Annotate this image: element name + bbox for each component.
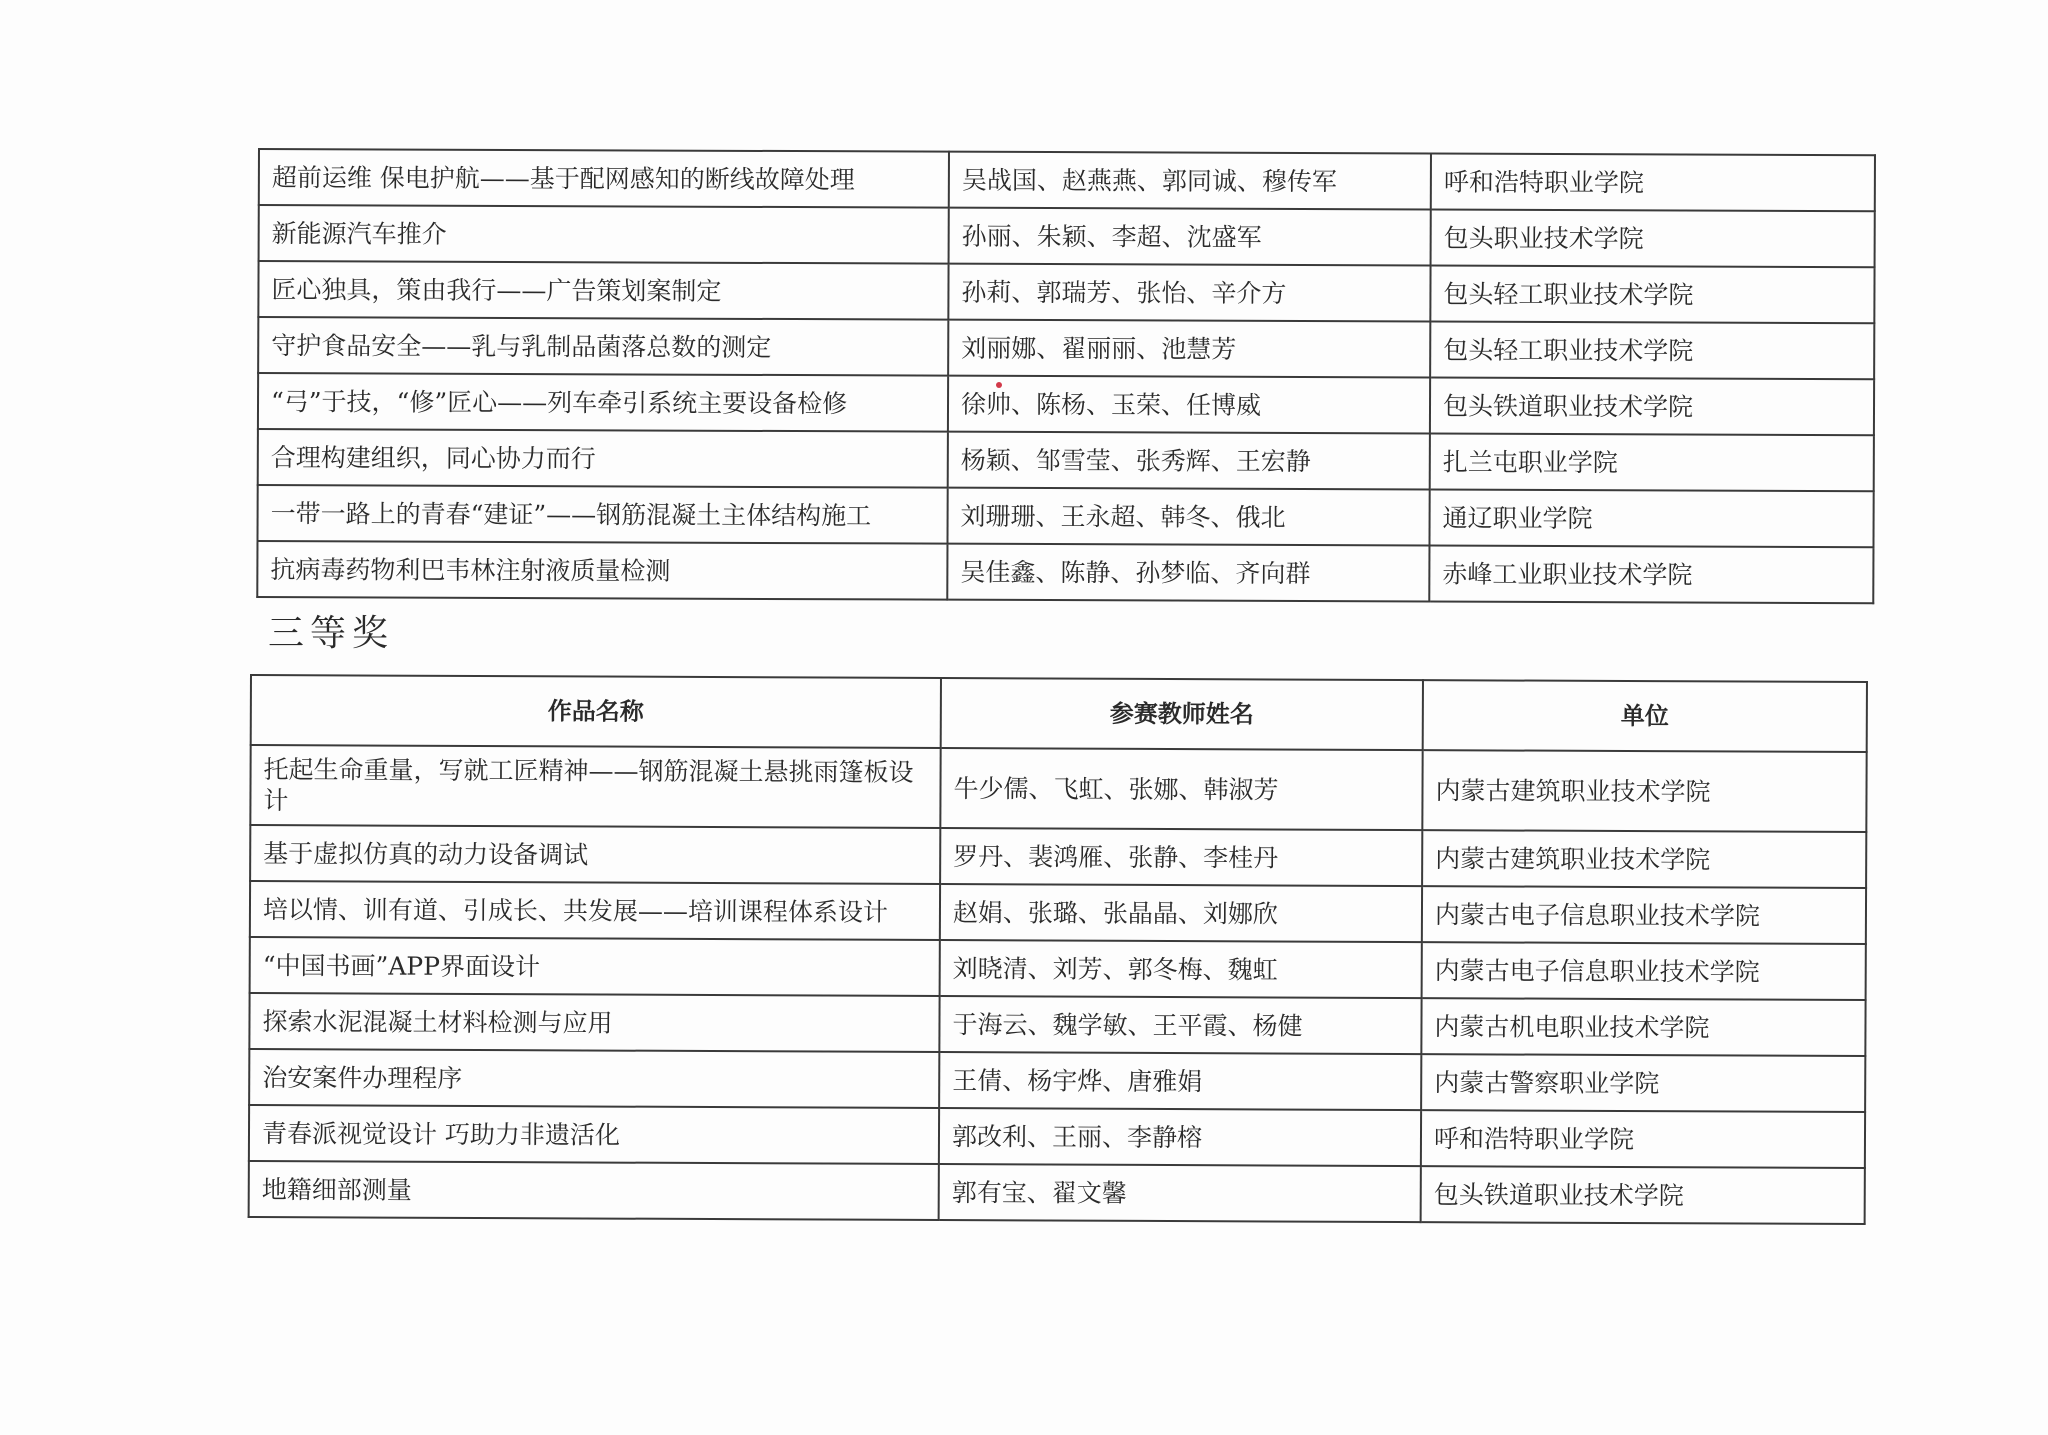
teachers-cell: 于海云、魏学敏、王平霞、杨健 xyxy=(939,996,1421,1054)
third-prize-heading: 三等奖 xyxy=(268,613,395,654)
unit-cell: 内蒙古警察职业学院 xyxy=(1421,1054,1865,1112)
table-row xyxy=(249,1049,1865,1112)
teachers-cell: 徐帅、陈杨、玉荣、任博威 xyxy=(948,376,1430,434)
work-title-cell: 一带一路上的青春“建证”——钢筋混凝土主体结构施工 xyxy=(257,485,947,544)
unit-cell: 呼和浩特职业学院 xyxy=(1421,1110,1865,1168)
table-row xyxy=(249,1105,1865,1168)
teachers-cell: 郭改利、王丽、李静榕 xyxy=(939,1108,1421,1166)
unit-cell: 内蒙古建筑职业技术学院 xyxy=(1422,830,1866,888)
teachers-cell: 刘晓清、刘芳、郭冬梅、魏虹 xyxy=(940,940,1422,998)
table-row xyxy=(258,373,1874,435)
column-header-unit: 单位 xyxy=(1423,680,1867,752)
work-title-cell: 治安案件办理程序 xyxy=(249,1049,939,1108)
teachers-cell: 吴佳鑫、陈静、孙梦临、齐向群 xyxy=(947,544,1429,602)
table-row xyxy=(249,993,1865,1056)
unit-cell: 通辽职业学院 xyxy=(1429,490,1873,548)
table-row xyxy=(250,881,1866,944)
table-row xyxy=(258,317,1874,379)
unit-cell: 包头轻工职业技术学院 xyxy=(1430,266,1874,324)
third-prize-table xyxy=(248,674,1868,1225)
teachers-cell: 罗丹、裴鸿雁、张静、李桂丹 xyxy=(940,828,1422,886)
table-row xyxy=(257,541,1873,603)
table-row xyxy=(250,937,1866,1000)
work-title-cell: 匠心独具，策由我行——广告策划案制定 xyxy=(258,261,948,320)
teachers-cell: 赵娟、张璐、张晶晶、刘娜欣 xyxy=(940,884,1422,942)
teachers-cell: 孙莉、郭瑞芳、张怡、辛介方 xyxy=(948,264,1430,322)
work-title-cell: 探索水泥混凝土材料检测与应用 xyxy=(249,993,939,1052)
unit-cell: 扎兰屯职业学院 xyxy=(1430,434,1874,492)
unit-cell: 内蒙古电子信息职业技术学院 xyxy=(1422,886,1866,944)
work-title-cell: 守护食品安全——乳与乳制品菌落总数的测定 xyxy=(258,317,948,376)
table-row xyxy=(258,261,1874,323)
unit-cell: 包头职业技术学院 xyxy=(1431,210,1875,268)
table-row xyxy=(250,745,1866,832)
work-title-cell: 托起生命重量，写就工匠精神——钢筋混凝土悬挑雨篷板设计 xyxy=(250,745,940,828)
unit-cell: 呼和浩特职业学院 xyxy=(1431,154,1875,212)
teachers-cell: 刘珊珊、王永超、韩冬、俄北 xyxy=(947,488,1429,546)
unit-cell: 包头铁道职业技术学院 xyxy=(1421,1166,1865,1224)
unit-cell: 内蒙古建筑职业技术学院 xyxy=(1422,750,1866,832)
work-title-cell: 基于虚拟仿真的动力设备调试 xyxy=(250,825,940,884)
work-title-cell: 超前运维 保电护航——基于配网感知的断线故障处理 xyxy=(259,149,949,208)
table-header-row xyxy=(251,675,1867,752)
work-title-cell: 培以情、训有道、引成长、共发展——培训课程体系设计 xyxy=(250,881,940,940)
teachers-cell: 杨颖、邹雪莹、张秀辉、王宏静 xyxy=(948,432,1430,490)
column-header-teachers: 参赛教师姓名 xyxy=(941,678,1423,750)
unit-cell: 内蒙古机电职业技术学院 xyxy=(1421,998,1865,1056)
table-row xyxy=(249,1161,1865,1224)
unit-cell: 内蒙古电子信息职业技术学院 xyxy=(1422,942,1866,1000)
second-prize-table xyxy=(256,148,1876,604)
work-title-cell: 合理构建组织，同心协力而行 xyxy=(258,429,948,488)
work-title-cell: 抗病毒药物利巴韦林注射液质量检测 xyxy=(257,541,947,600)
teachers-cell: 刘丽娜、翟丽丽、池慧芳 xyxy=(948,320,1430,378)
table-row xyxy=(258,429,1874,491)
work-title-cell: 新能源汽车推介 xyxy=(259,205,949,264)
ink-mark xyxy=(996,382,1002,388)
teachers-cell: 吴战国、赵燕燕、郭同诚、穆传军 xyxy=(949,152,1431,210)
work-title-cell: “中国书画”APP界面设计 xyxy=(250,937,940,996)
table-row xyxy=(259,205,1875,267)
work-title-cell: 地籍细部测量 xyxy=(249,1161,939,1220)
unit-cell: 包头轻工职业技术学院 xyxy=(1430,322,1874,380)
teachers-cell: 王倩、杨宇烨、唐雅娟 xyxy=(939,1052,1421,1110)
teachers-cell: 牛少儒、飞虹、张娜、韩淑芳 xyxy=(940,748,1422,830)
unit-cell: 赤峰工业职业技术学院 xyxy=(1429,546,1873,604)
table-row xyxy=(250,825,1866,888)
teachers-cell: 郭有宝、翟文馨 xyxy=(939,1164,1421,1222)
unit-cell: 包头铁道职业技术学院 xyxy=(1430,378,1874,436)
table-row xyxy=(259,149,1875,211)
teachers-cell: 孙丽、朱颖、李超、沈盛军 xyxy=(949,208,1431,266)
work-title-cell: 青春派视觉设计 巧助力非遗活化 xyxy=(249,1105,939,1164)
work-title-cell: “弓”于技，“修”匠心——列车牵引系统主要设备检修 xyxy=(258,373,948,432)
table-row xyxy=(257,485,1873,547)
column-header-title: 作品名称 xyxy=(251,675,941,748)
